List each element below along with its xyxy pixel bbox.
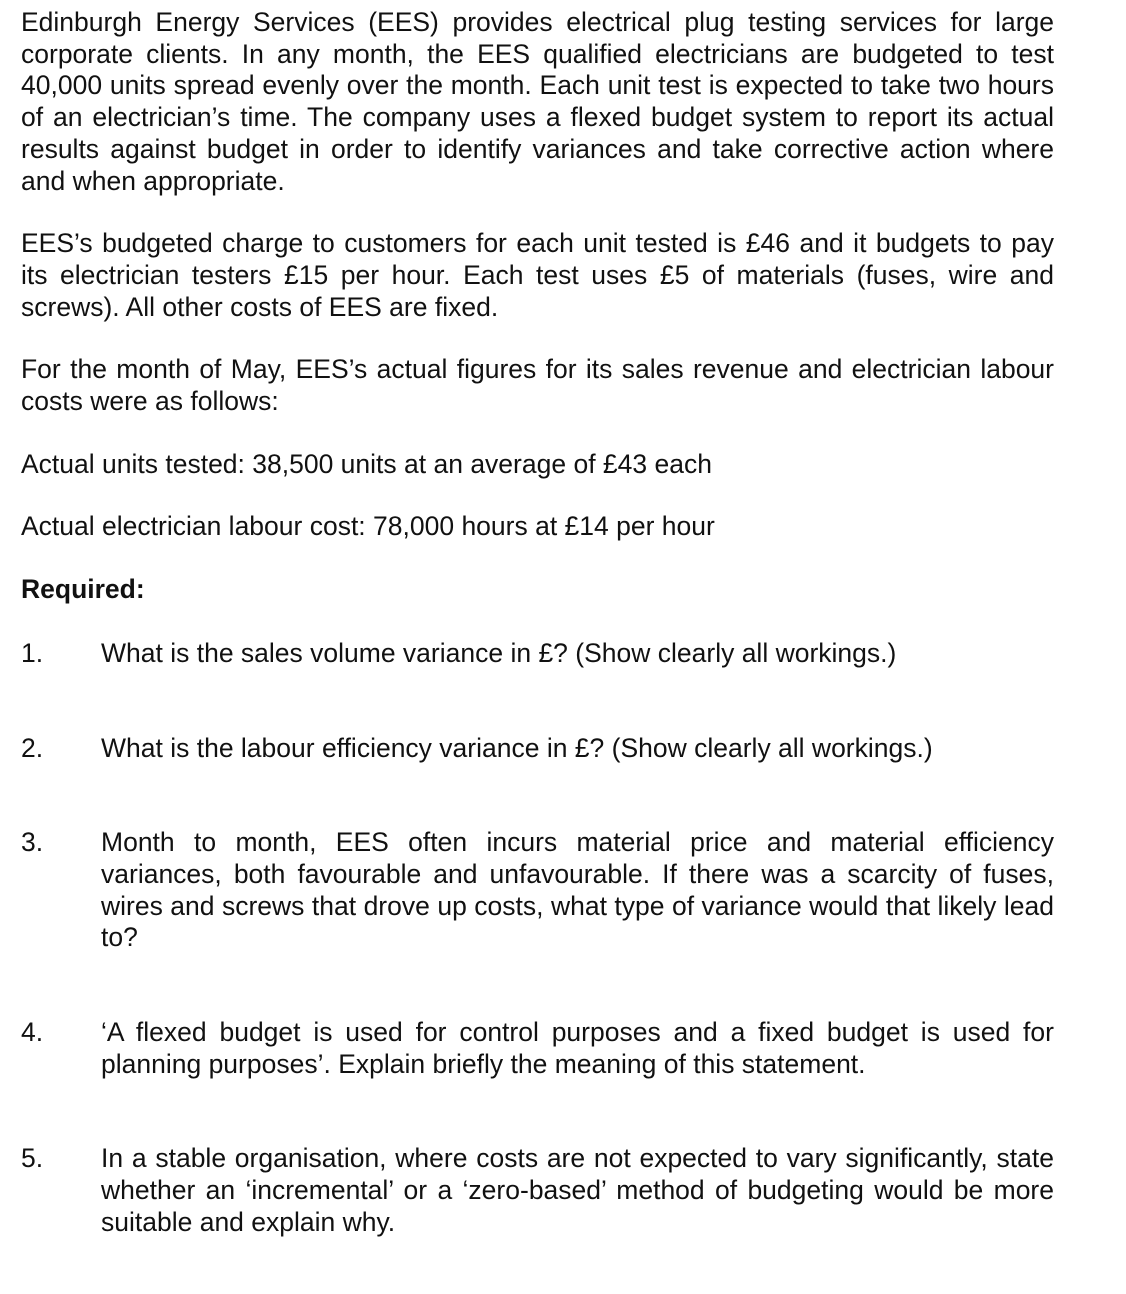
question-number: 3.	[21, 827, 44, 858]
question-4	[21, 1017, 1054, 1080]
actual-units-tested: Actual units tested: 38,500 units at an average of £43 each	[21, 448, 712, 479]
question-text: What is the labour efficiency variance in £? (Show clearly all workings.)	[101, 732, 933, 763]
question-3	[21, 827, 1054, 954]
question-number: 2.	[21, 732, 44, 763]
question-number: 4.	[21, 1017, 44, 1048]
document-page	[21, 7, 1054, 1239]
required-heading: Required:	[21, 574, 145, 605]
intro-paragraph-3: For the month of May, EES’s actual figures for its sales revenue and electrician labour costs were as follows:	[21, 354, 1054, 417]
question-2	[21, 733, 1054, 765]
question-number: 5.	[21, 1143, 44, 1174]
actual-labour-cost: Actual electrician labour cost: 78,000 hours at £14 per hour	[21, 511, 715, 542]
intro-paragraph-1: Edinburgh Energy Services (EES) provides electrical plug testing services for large corporate clients. In any month, the EES qualified electricians are budgeted to test 40,000 units spread evenly over the month. Each unit test is expected to take two hours of an electrician’s time. The company uses a flexed budget system to report its actual results against budget in order to identify variances and take corrective action where and when appropriate.	[21, 7, 1054, 196]
intro-paragraph-2: EES’s budgeted charge to customers for each unit tested is £46 and it budgets to pay its electrician testers £15 per hour. Each test uses £5 of materials (fuses, wire and screws). All other costs of EES are fixed.	[21, 228, 1054, 322]
question-5	[21, 1143, 1054, 1238]
question-text: ‘A flexed budget is used for control purposes and a fixed budget is used for planning purposes’. Explain briefly the meaning of this statement.	[101, 1017, 1054, 1079]
question-1	[21, 638, 1054, 670]
question-number: 1.	[21, 637, 44, 668]
question-text: What is the sales volume variance in £? (Show clearly all workings.)	[101, 637, 897, 668]
question-text: In a stable organisation, where costs are not expected to vary significantly, state whether an ‘incremental’ or a ‘zero-based’ method of budgeting would be more suitable and explain why.	[101, 1143, 1054, 1237]
question-text: Month to month, EES often incurs material price and material efficiency variances, both favourable and unfavourable. If there was a scarcity of fuses, wires and screws that drove up costs, what type of variance would that likely lead to?	[101, 827, 1054, 953]
